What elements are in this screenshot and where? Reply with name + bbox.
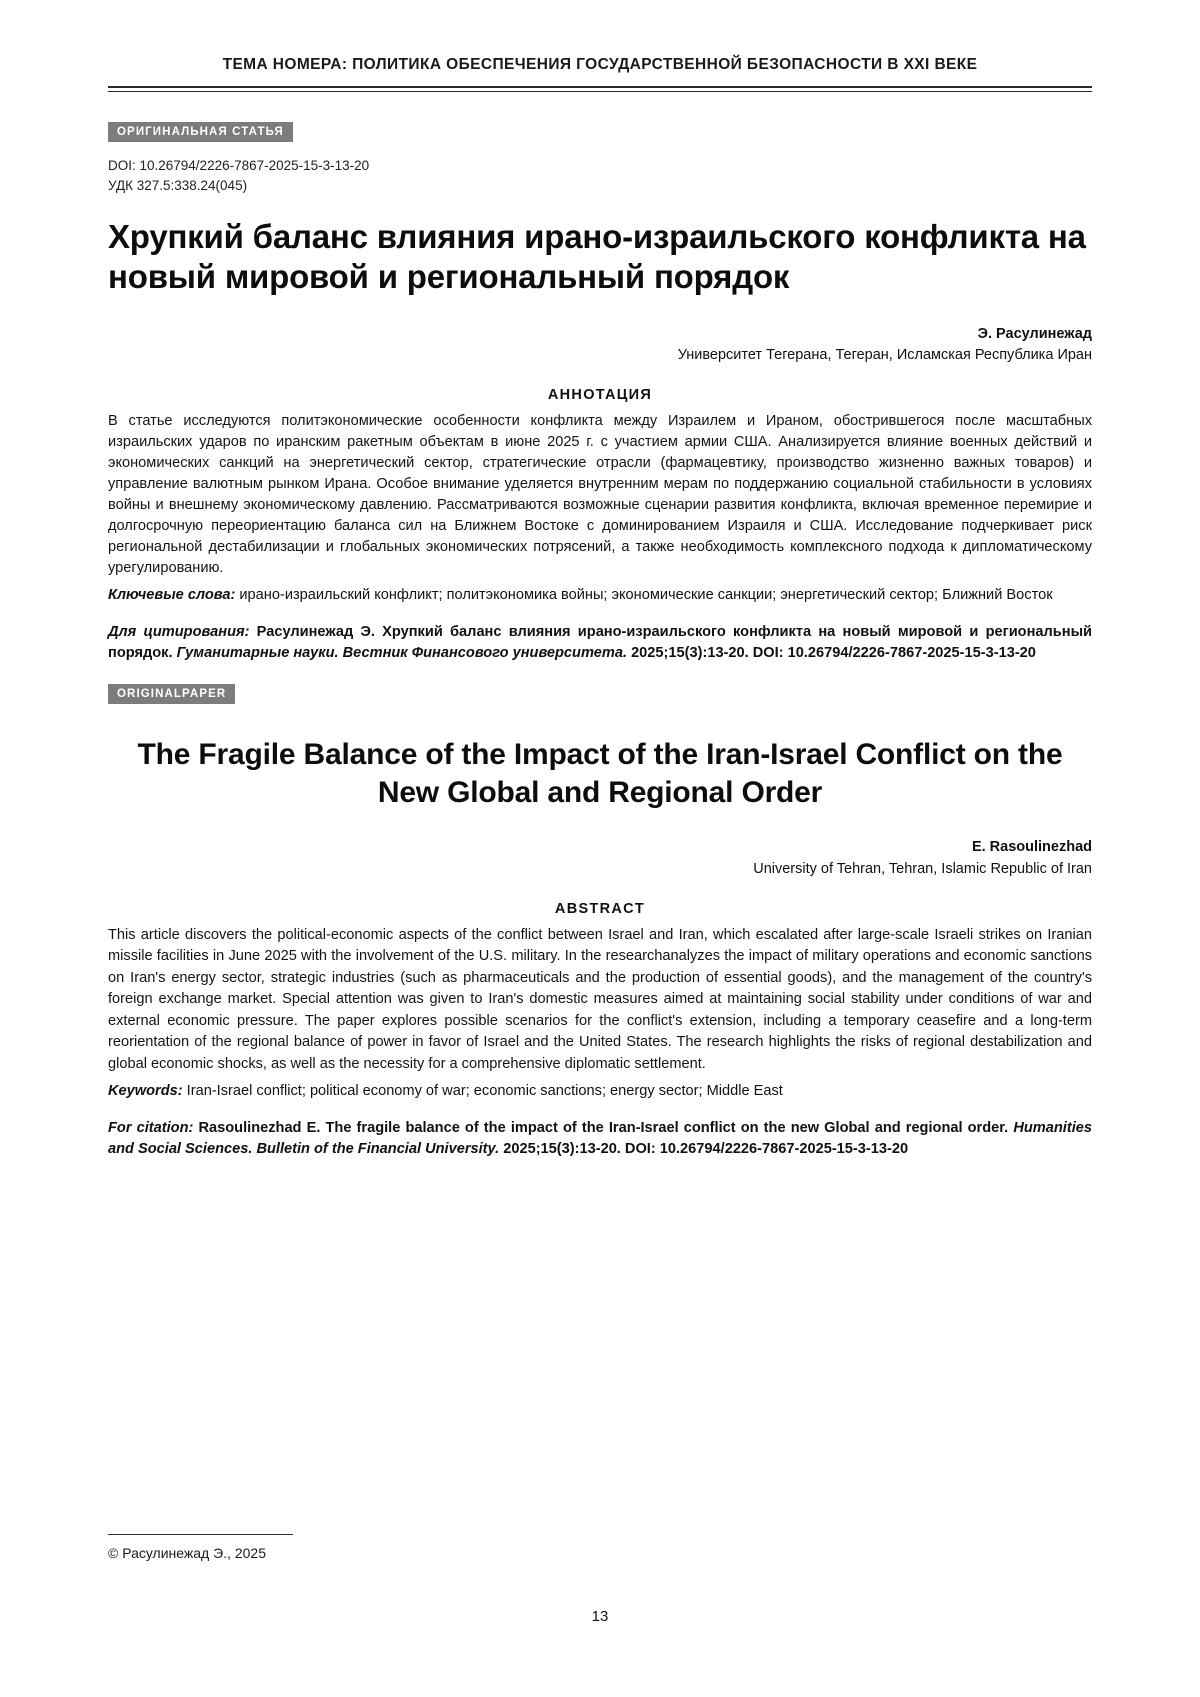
citation-en <box>108 1118 1092 1160</box>
doi-line: DOI: 10.26794/2226-7867-2025-15-3-13-20 <box>108 158 370 173</box>
author-name-en: E. Rasoulinezhad <box>971 839 1092 856</box>
keywords-ru <box>108 585 1092 606</box>
footer-divider <box>108 1534 293 1535</box>
citation-tail-en: 2025;15(3):13-20. DOI: 10.26794/2226-7867-2025-15-3-13-20 <box>499 1141 909 1158</box>
keywords-label-ru: Ключевые слова: <box>108 587 236 604</box>
author-affiliation-ru: Университет Тегерана, Тегеран, Исламская Республика Иран <box>677 347 1092 364</box>
author-name-ru: Э. Расулинежад <box>977 325 1092 342</box>
page-footer <box>108 1534 408 1561</box>
author-block-ru <box>108 324 1092 368</box>
author-block-en <box>108 837 1092 881</box>
keywords-label-en: Keywords: <box>108 1083 183 1099</box>
udk-line: УДК 327.5:338.24(045) <box>108 177 248 193</box>
citation-journal-ru: Гуманитарные науки. Вестник Финансового университета. <box>176 645 628 662</box>
keywords-text-en: Iran-Israel conflict; political economy of war; economic sanctions; energy sector; Middle East <box>182 1083 783 1099</box>
keywords-en <box>108 1081 1092 1102</box>
author-affiliation-en: University of Tehran, Tehran, Islamic Republic of Iran <box>753 861 1092 878</box>
page-content <box>108 56 1092 1160</box>
citation-tail-ru: 2025;15(3):13-20. DOI: 10.26794/2226-7867-2025-15-3-13-20 <box>627 645 1036 662</box>
badge-original-paper-en: ORIGINALPAPER <box>108 684 235 704</box>
page-number: 13 <box>591 1608 609 1625</box>
copyright-notice: © Расулинежад Э., 2025 <box>108 1545 266 1561</box>
header-divider <box>108 86 1092 92</box>
citation-text-ru: Расулинежад Э. Хрупкий баланс влияния ирано-израильского конфликта на новый мировой и региональный порядок. <box>108 624 1093 662</box>
page-title-en: The Fragile Balance of the Impact of the Iran-Israel Conflict on the New Global and Regional Order <box>137 738 1063 809</box>
citation-ru <box>108 622 1092 664</box>
citation-journal-en: Humanities and Social Sciences. Bulletin of the Financial University. <box>108 1120 1092 1158</box>
badge-original-article-ru: ОРИГИНАЛЬНАЯ СТАТЬЯ <box>108 122 293 142</box>
abstract-label-ru: АННОТАЦИЯ <box>547 387 653 404</box>
citation-label-en: For citation: <box>108 1120 194 1136</box>
abstract-text-ru: В статье исследуются политэкономические особенности конфликта между Израилем и Ираном, обострившегося после масштабных израильских ударов по иранским ракетным объектам в июне 2025 г. с участием армии США. Анализируется влияние военных действий и экономических санкций на энергетический сектор, стратегические отрасли (фармацевтику, производство жизненно важных товаров) и управление валютным рынком Ирана. Особое внимание уделяется внутренним мерам по поддержанию социальной стабильности в условиях войны и внешнему экономическому давлению. Рассматриваются возможные сценарии развития конфликта, включая временное перемирие и долгосрочную переориентацию баланса сил на Ближнем Востоке с доминированием Израиля и США. Исследование подчеркивает риск региональной дестабилизации и глобальных экономических потрясений, а также необходимость комплексного подхода к дипломатическому урегулированию. <box>108 413 1092 577</box>
citation-label-ru: Для цитирования: <box>108 624 250 641</box>
page-title-ru: Хрупкий баланс влияния ирано-израильского конфликта на новый мировой и региональный порядок <box>108 218 1086 296</box>
citation-text-en: Rasoulinezhad E. The fragile balance of the impact of the Iran-Israel conflict on the new Global and regional order. <box>193 1120 1014 1136</box>
keywords-text-ru: ирано-израильский конфликт; политэкономика войны; экономические санкции; энергетический сектор; Ближний Восток <box>235 587 1053 604</box>
abstract-text-en: This article discovers the political-economic aspects of the conflict between Israel and Iran, which escalated after large-scale Israeli strikes on Iranian missile facilities in June 2025 with the involvement of the U.S. military. In the researchanalyzes the impact of military operations and economic sanctions on Iran's energy sector, strategic industries (such as pharmaceuticals and the production of essential goods), and the management of the country's foreign exchange market. Special attention was given to Iran's domestic measures aimed at maintaining social stability under conditions of war and external economic pressure. The paper explores possible scenarios for the conflict's extension, including a temporary ceasefire and a long-term reorientation of the regional balance of power in favor of Israel and the United States. The research highlights the risks of regional destabilization and global economic shocks, as well as the necessity for a comprehensive diplomatic settlement. <box>108 926 1092 1072</box>
abstract-label-en: ABSTRACT <box>554 900 646 917</box>
running-head: ТЕМА НОМЕРА: ПОЛИТИКА ОБЕСПЕЧЕНИЯ ГОСУДАРСТВЕННОЙ БЕЗОПАСНОСТИ В XXI ВЕКЕ <box>222 56 978 73</box>
